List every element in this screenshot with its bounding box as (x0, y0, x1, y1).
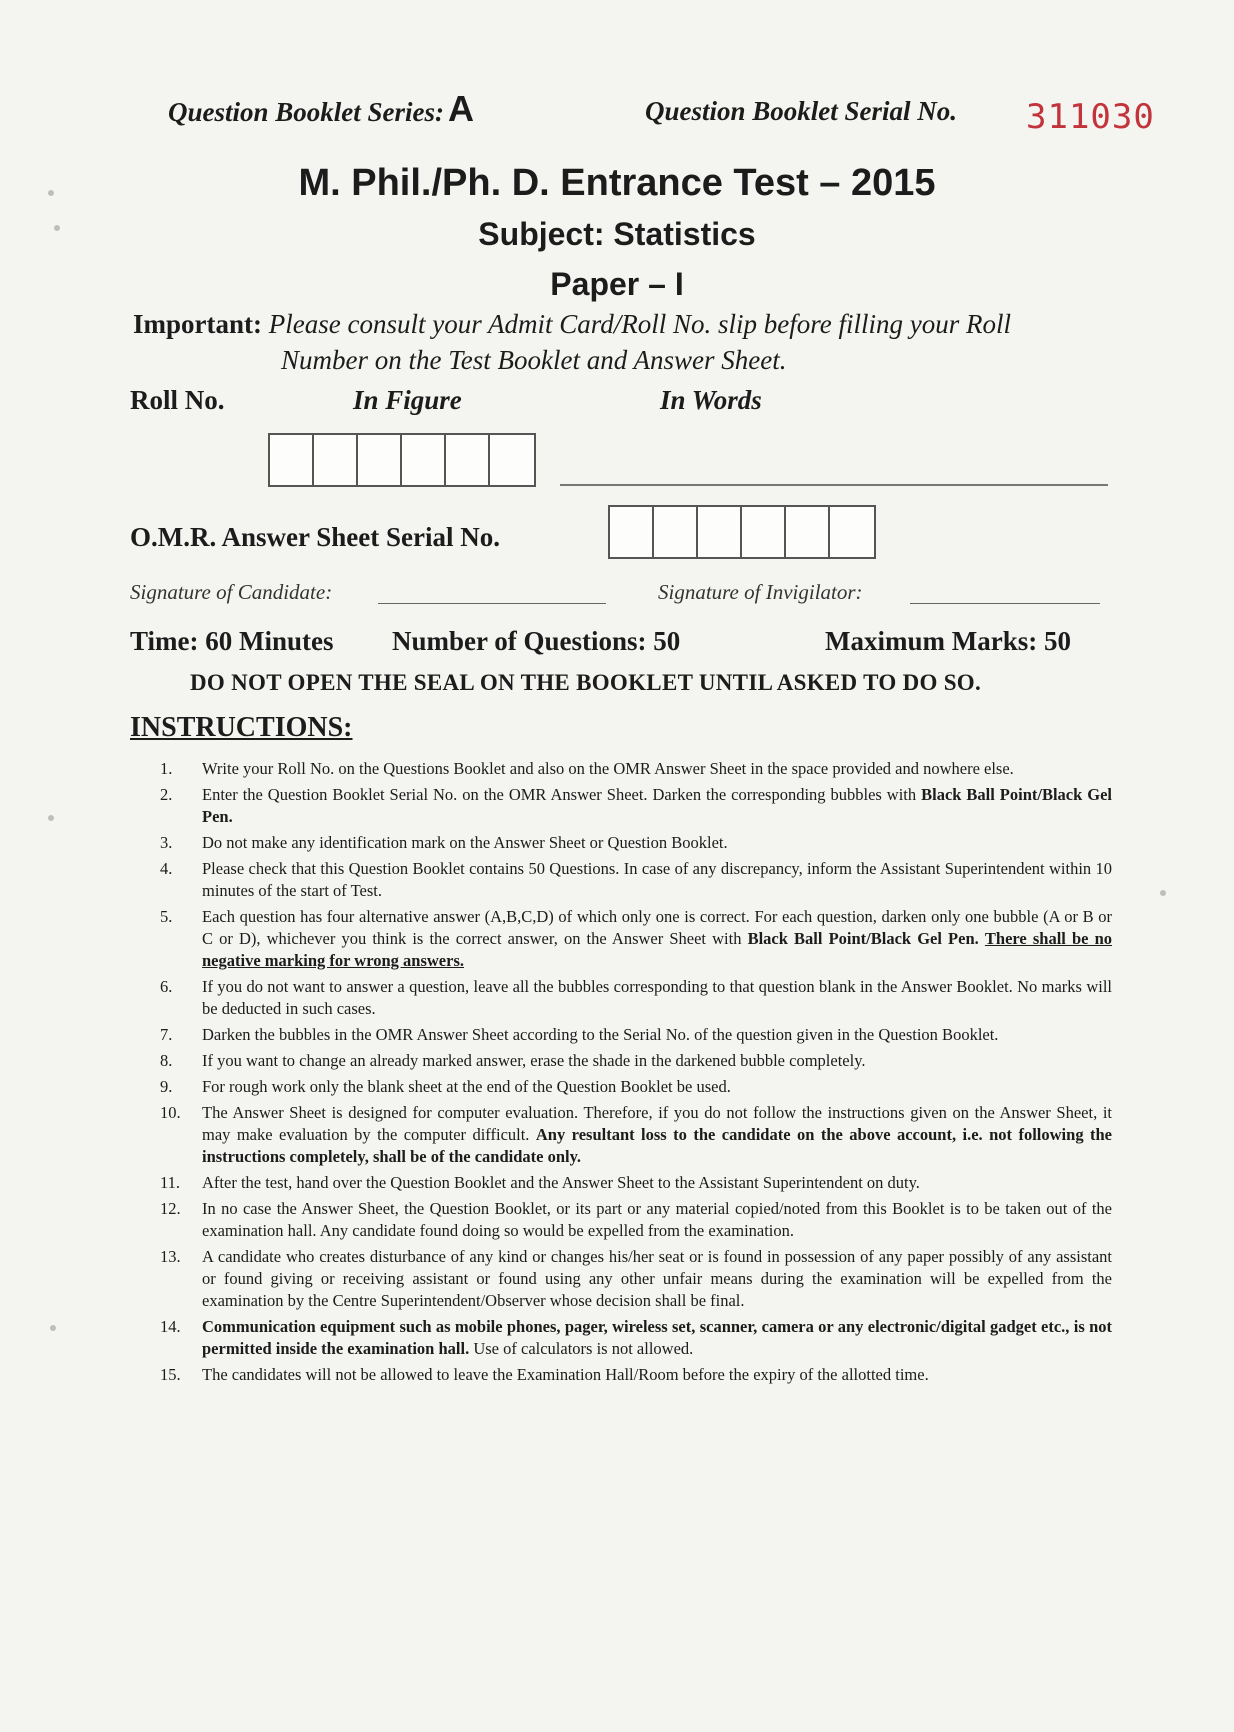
omr-serial-label: O.M.R. Answer Sheet Serial No. (130, 522, 500, 552)
important-text-line2: Number on the Test Booklet and Answer Sheet. (281, 345, 787, 375)
instruction-item: 12. In no case the Answer Sheet, the Question Booklet, or its part or any material copied/noted from this Booklet is to be taken out of the examination hall. Any candidate found doing so would be expelled from the examination. (160, 1199, 1112, 1240)
omr-digit-box[interactable] (698, 507, 742, 557)
roll-digit-box[interactable] (358, 435, 402, 485)
roll-digit-box[interactable] (490, 435, 534, 485)
booklet-series-value: A (448, 88, 475, 129)
roll-digit-box[interactable] (446, 435, 490, 485)
exam-paper: Paper – I (550, 266, 684, 302)
scan-speck (54, 225, 60, 231)
instruction-item: 8. If you want to change an already marked answer, erase the shade in the darkened bubble completely. (160, 1051, 866, 1070)
maximum-marks: Maximum Marks: 50 (825, 626, 1071, 656)
roll-in-words-line[interactable] (560, 484, 1108, 486)
instructions-heading: INSTRUCTIONS: (130, 712, 353, 743)
invigilator-signature-line[interactable] (910, 603, 1100, 604)
scan-speck (50, 1325, 56, 1331)
instruction-item: 1. Write your Roll No. on the Questions Booklet and also on the OMR Answer Sheet in the space provided and nowhere else. (160, 759, 1014, 778)
roll-in-figure-label: In Figure (353, 385, 462, 415)
omr-digit-box[interactable] (610, 507, 654, 557)
seal-warning: DO NOT OPEN THE SEAL ON THE BOOKLET UNTIL ASKED TO DO SO. (190, 670, 982, 695)
instruction-item: 3. Do not make any identification mark on the Answer Sheet or Question Booklet. (160, 833, 728, 852)
instruction-item: 10. The Answer Sheet is designed for computer evaluation. Therefore, if you do not follow the instructions given on the Answer Sheet, it may make evaluation by the computer difficult. Any resultant loss to the candidate on the above account, i.e. not following the instructions completely, shall be of the candidate only. (160, 1103, 1113, 1166)
scan-speck (48, 190, 54, 196)
exam-subject: Subject: Statistics (478, 216, 756, 252)
roll-digit-box[interactable] (270, 435, 314, 485)
exam-time: Time: 60 Minutes (130, 626, 334, 656)
scan-speck (48, 815, 54, 821)
instruction-item: 2. Enter the Question Booklet Serial No. on the OMR Answer Sheet. Darken the corresponding bubbles with Black Ball Point/Black Gel Pen. (160, 785, 1113, 826)
question-count: Number of Questions: 50 (392, 626, 681, 656)
candidate-signature-line[interactable] (378, 603, 606, 604)
booklet-serial-number: 311030 (1026, 97, 1155, 137)
exam-title: M. Phil./Ph. D. Entrance Test – 2015 (298, 162, 936, 204)
omr-digit-box[interactable] (830, 507, 874, 557)
booklet-serial-label: Question Booklet Serial No. (645, 96, 958, 126)
instructions-list (160, 758, 1112, 1390)
omr-digit-box[interactable] (742, 507, 786, 557)
instruction-item: 4. Please check that this Question Booklet contains 50 Questions. In case of any discrepancy, inform the Assistant Superintendent within 10 minutes of the start of Test. (160, 859, 1112, 900)
omr-digit-box[interactable] (654, 507, 698, 557)
roll-digit-box[interactable] (402, 435, 446, 485)
invigilator-signature-label: Signature of Invigilator: (658, 580, 863, 604)
important-note (133, 306, 1123, 378)
instruction-item: 15. The candidates will not be allowed to leave the Examination Hall/Room before the expiry of the allotted time. (160, 1365, 929, 1384)
instruction-item: 6. If you do not want to answer a question, leave all the bubbles corresponding to that question blank in the Answer Booklet. No marks will be deducted in such cases. (160, 977, 1112, 1018)
candidate-signature-label: Signature of Candidate: (130, 580, 333, 604)
roll-in-words-label: In Words (660, 385, 762, 415)
roll-number-label: Roll No. (130, 385, 225, 415)
instruction-item: 13. A candidate who creates disturbance of any kind or changes his/her seat or is found in possession of any paper possibly of any assistant or found giving or receiving assistant or found using any other unfair means during the examination will be expelled from the examination by the Centre Superintendent/Observer whose decision shall be final. (160, 1247, 1112, 1310)
roll-number-boxes[interactable] (268, 433, 536, 487)
instruction-item: 7. Darken the bubbles in the OMR Answer Sheet according to the Serial No. of the question given in the Question Booklet. (160, 1025, 999, 1044)
instruction-item: 14. Communication equipment such as mobile phones, pager, wireless set, scanner, camera or any electronic/digital gadget etc., is not permitted inside the examination hall. Use of calculators is not allowed. (160, 1317, 1112, 1358)
booklet-series (168, 88, 474, 130)
important-text-line1: Please consult your Admit Card/Roll No. slip before filling your Roll (268, 309, 1011, 339)
instruction-item: 11. After the test, hand over the Question Booklet and the Answer Sheet to the Assistant Superintendent on duty. (160, 1173, 920, 1192)
roll-digit-box[interactable] (314, 435, 358, 485)
scan-speck (1160, 890, 1166, 896)
important-label: Important: (133, 309, 262, 339)
omr-digit-box[interactable] (786, 507, 830, 557)
booklet-series-label: Question Booklet Series: (168, 97, 445, 127)
instruction-item: 9. For rough work only the blank sheet at the end of the Question Booklet be used. (160, 1077, 731, 1096)
instruction-item: 5. Each question has four alternative answer (A,B,C,D) of which only one is correct. For each question, darken only one bubble (A or B or C or D), whichever you think is the correct answer, on the Answer Sheet with Black Ball Point/Black Gel Pen. There shall be no negative marking for wrong answers. (160, 907, 1113, 970)
omr-serial-boxes[interactable] (608, 505, 876, 559)
